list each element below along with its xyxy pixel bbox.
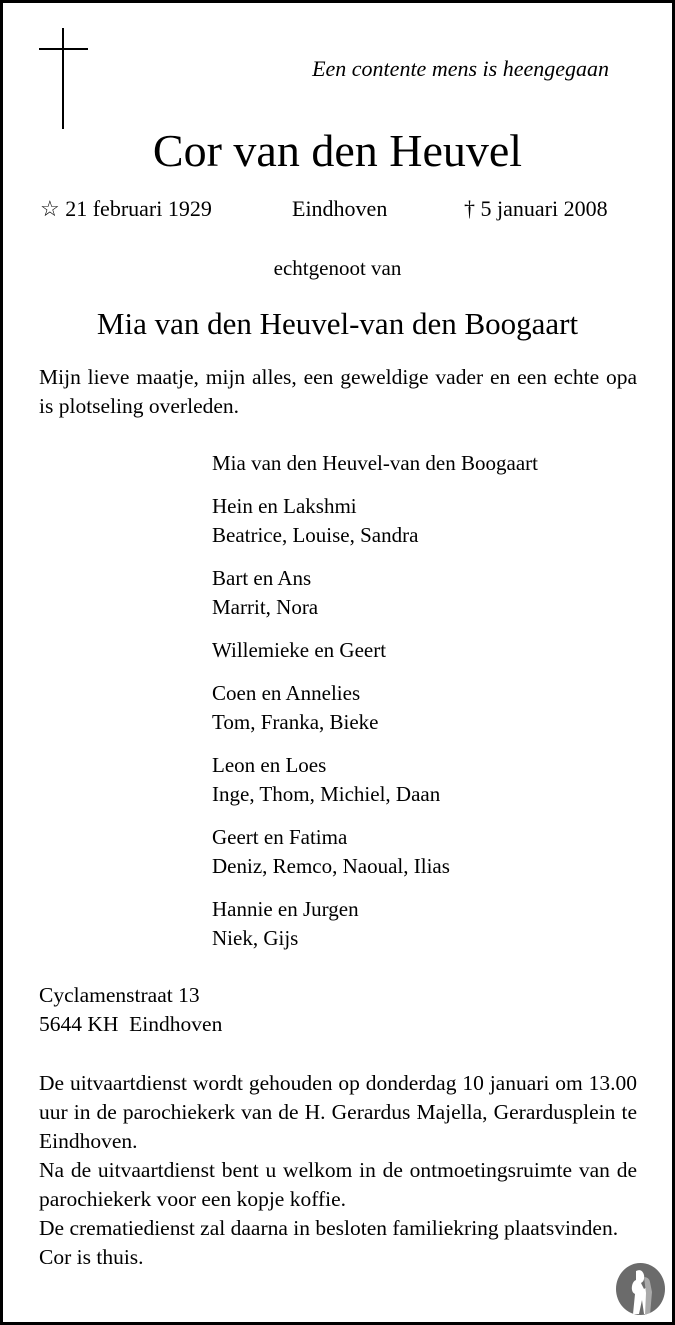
- place: Eindhoven: [292, 196, 388, 221]
- deceased-name: Cor van den Heuvel: [152, 125, 523, 176]
- grandchildren: Marrit, Nora: [212, 595, 319, 619]
- funeral-coffee: Na de uitvaartdienst bent u welkom in de ontmoetingsruimte van de parochiekerk voor een kopje koffie.: [39, 1158, 637, 1211]
- spouse-name: Mia van den Heuvel-van den Boogaart: [96, 306, 579, 341]
- grandchildren: Inge, Thom, Michiel, Daan: [212, 782, 441, 806]
- funeral-home: Cor is thuis.: [39, 1245, 144, 1269]
- family-names: Coen en Annelies: [212, 681, 361, 705]
- address: [39, 981, 637, 1039]
- family-group: [212, 823, 538, 881]
- family-names: Hein en Lakshmi: [212, 494, 357, 518]
- family-group: [212, 564, 538, 622]
- tagline: Een contente mens is heengegaan: [312, 56, 609, 81]
- message: Mijn lieve maatje, mijn alles, een geweldige vader en een echte opa is plotseling overleden.: [39, 365, 637, 418]
- family-group: [212, 449, 538, 478]
- address-city: 5644 KH Eindhoven: [39, 1012, 223, 1036]
- funeral-cremation: De crematiedienst zal daarna in besloten familiekring plaatsvinden.: [39, 1216, 619, 1240]
- family-group: [212, 679, 538, 737]
- family-names: Willemieke en Geert: [212, 638, 387, 662]
- family-group: [212, 636, 538, 665]
- address-street: Cyclamenstraat 13: [39, 983, 200, 1007]
- family-group: [212, 751, 538, 809]
- spouse-intro: echtgenoot van: [273, 256, 402, 280]
- death-date: † 5 januari 2008: [464, 196, 608, 221]
- family-names: Mia van den Heuvel-van den Boogaart: [212, 451, 538, 475]
- family-names: Geert en Fatima: [212, 825, 348, 849]
- family-group: [212, 895, 538, 953]
- grandchildren: Tom, Franka, Bieke: [212, 710, 379, 734]
- publisher-logo-icon: [616, 1263, 665, 1315]
- family-names: Leon en Loes: [212, 753, 327, 777]
- family-list: [212, 449, 538, 967]
- grandchildren: Deniz, Remco, Naoual, Ilias: [212, 854, 450, 878]
- family-names: Hannie en Jurgen: [212, 897, 359, 921]
- birth-date: ☆ 21 februari 1929: [40, 196, 212, 221]
- funeral-info: [39, 1069, 637, 1272]
- family-names: Bart en Ans: [212, 566, 312, 590]
- grandchildren: Beatrice, Louise, Sandra: [212, 523, 419, 547]
- family-group: [212, 492, 538, 550]
- funeral-service: De uitvaartdienst wordt gehouden op donderdag 10 januari om 13.00 uur in de parochiekerk van de H. Gerardus Majella, Gerardusplein te Eindhoven.: [39, 1071, 637, 1153]
- grandchildren: Niek, Gijs: [212, 926, 299, 950]
